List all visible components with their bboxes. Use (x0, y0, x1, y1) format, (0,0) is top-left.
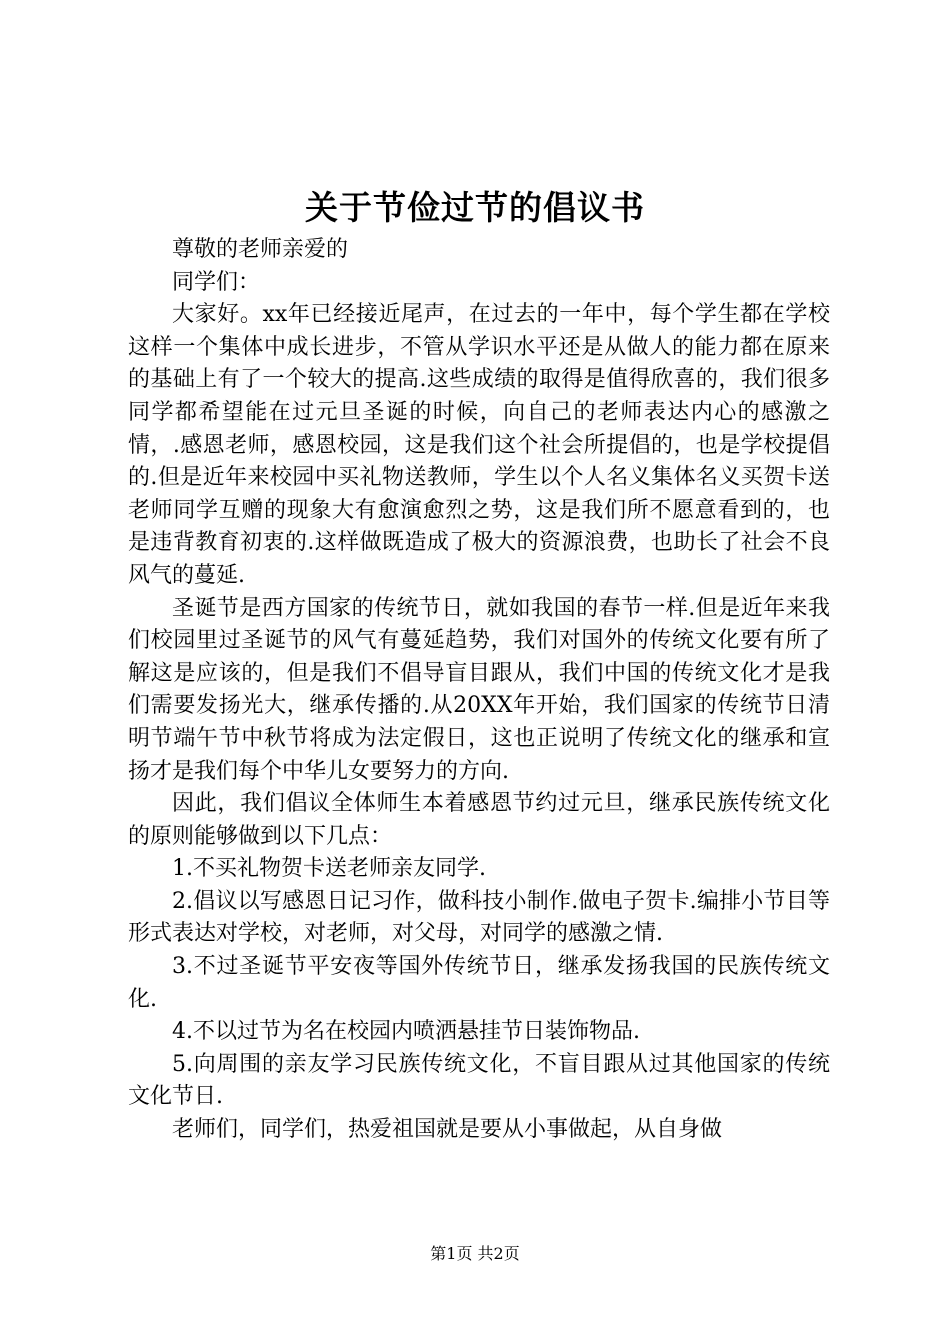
list-item-4: 4.不以过节为名在校园内喷洒悬挂节日装饰物品. (172, 1019, 640, 1045)
paragraph-closing: 老师们，同学们，热爱祖国就是要从小事做起，从自身做 (172, 1117, 723, 1143)
document-body (128, 234, 830, 1147)
salutation-line-2: 同学们： (172, 269, 261, 295)
list-item-5: 5.向周围的亲友学习民族传统文化，不盲目跟从过其他国家的传统文化节日. (128, 1051, 830, 1110)
paragraph-christmas: 圣诞节是西方国家的传统节日，就如我国的春节一样.但是近年来我们校园里过圣诞节的风气有蔓延趋势，我们对国外的传统文化要有所了解这是应该的，但是我们不倡导盲目跟从，我们中国的传统文化才是我们需要发扬光大，继承传播的.从20XX年开始，我们国家的传统节日清明节端午节中秋节将成为法定假日，这也正说明了传统文化的继承和宣扬才是我们每个中华儿女要努力的方向. (128, 595, 830, 784)
list-item-2: 2.倡议以写感恩日记习作，做科技小制作.做电子贺卡.编排小节目等形式表达对学校，对老师，对父母，对同学的感激之情. (128, 888, 830, 947)
list-item-3: 3.不过圣诞节平安夜等国外传统节日，继承发扬我国的民族传统文化. (128, 954, 830, 1012)
page-footer: 第1页 共2页 (430, 1244, 520, 1263)
document-title: 关于节俭过节的倡议书 (305, 188, 645, 227)
salutation-line-1: 尊敬的老师亲爱的 (172, 237, 349, 262)
list-item-1: 1.不买礼物贺卡送老师亲友同学. (172, 856, 486, 882)
paragraph-proposal: 因此，我们倡议全体师生本着感恩节约过元旦，继承民族传统文化的原则能够做到以下几点： (128, 791, 830, 849)
paragraph-intro: 大家好。xx年已经接近尾声，在过去的一年中，每个学生都在学校这样一个集体中成长进步，不管从学识水平还是从做人的能力都在原来的基础上有了一个较大的提高.这些成绩的取得是值得欣喜的，我们很多同学都希望能在过元旦圣诞的时候，向自己的老师表达内心的感激之情，.感恩老师，感恩校园，这是我们这个社会所提倡的，也是学校提倡的.但是近年来校园中买礼物送教师，学生以个人名义集体名义买贺卡送老师同学互赠的现象大有愈演愈烈之势，这是我们所不愿意看到的，也是违背教育初衷的.这样做既造成了极大的资源浪费，也助长了社会不良风气的蔓延. (128, 302, 830, 588)
